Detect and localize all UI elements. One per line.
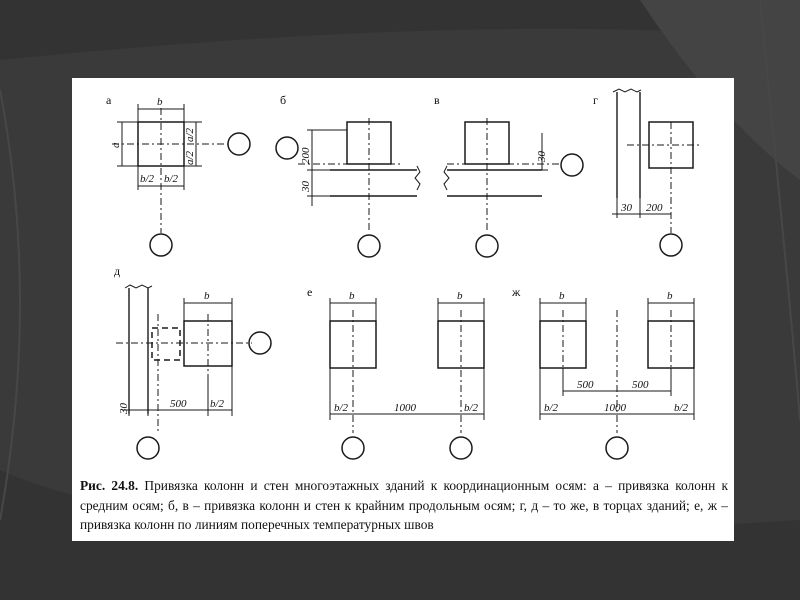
dim-30-b: 30 xyxy=(300,181,312,192)
label-a: а xyxy=(106,93,112,107)
axis-marker-g-bottom xyxy=(660,234,682,256)
dim-b-half-left-a: b/2 xyxy=(140,173,155,185)
axis-marker-d-bottom xyxy=(137,437,159,459)
dim-1000-e: 1000 xyxy=(394,402,416,414)
dim-30-g: 30 xyxy=(621,202,632,214)
caption-prefix: Рис. 24.8. xyxy=(80,478,139,493)
dim-b-zh-left: b xyxy=(559,290,565,302)
figure-caption xyxy=(80,476,728,535)
panel-e xyxy=(307,285,484,459)
dim-500-zh-left: 500 xyxy=(577,379,594,391)
axis-marker-e-left xyxy=(342,437,364,459)
dim-b-half-e-left: b/2 xyxy=(334,402,349,414)
axis-marker-v-bottom xyxy=(476,235,498,257)
axis-marker-d-right xyxy=(249,332,271,354)
axis-marker-b-bottom xyxy=(358,235,380,257)
dim-200-b: 200 xyxy=(300,147,312,164)
label-v: в xyxy=(434,93,440,107)
dim-b-zh-right: b xyxy=(667,290,673,302)
dim-500-zh-right: 500 xyxy=(632,379,649,391)
dim-b-half-zh-left: b/2 xyxy=(544,402,559,414)
dim-b-half-d: b/2 xyxy=(210,398,225,410)
label-g: г xyxy=(593,93,598,107)
dim-b-a: b xyxy=(157,96,163,108)
dim-a-half-top: a/2 xyxy=(184,127,196,142)
axis-marker-b-left xyxy=(276,137,298,159)
dim-b-d: b xyxy=(204,290,210,302)
panel-b xyxy=(276,93,420,257)
figure-panel xyxy=(72,78,734,541)
label-zh: ж xyxy=(512,285,521,299)
dim-200-g: 200 xyxy=(646,202,663,214)
dim-30-v: 30 xyxy=(536,151,548,162)
axis-marker-zh-center xyxy=(606,437,628,459)
dim-a-half-bottom: a/2 xyxy=(184,150,196,165)
label-e: е xyxy=(307,285,313,299)
dim-b-half-right-a: b/2 xyxy=(164,173,179,185)
dim-b-half-e-right: b/2 xyxy=(464,402,479,414)
label-b: б xyxy=(280,93,287,107)
axis-marker-a-right xyxy=(228,133,250,155)
dim-b-half-zh-right: b/2 xyxy=(674,402,689,414)
caption-text: Привязка колонн и стен многоэтажных зданий к координационным осям: а – привязка колонн к средним осям; б, в – привязка колонн и стен к крайним продольным осям; г, д – то же, в торцах зданий; е, ж – привязка колонн по линиям поперечных температурных швов xyxy=(80,478,728,532)
panel-d xyxy=(114,264,271,459)
dim-b-e-right: b xyxy=(457,290,463,302)
axis-marker-a-bottom xyxy=(150,234,172,256)
dim-500-d: 500 xyxy=(170,398,187,410)
dim-1000-zh: 1000 xyxy=(604,402,626,414)
axis-marker-v-right xyxy=(561,154,583,176)
dim-b-e-left: b xyxy=(349,290,355,302)
panel-zh xyxy=(511,285,694,459)
label-d: д xyxy=(114,264,121,278)
dim-30-d: 30 xyxy=(118,403,130,414)
panel-a xyxy=(106,93,250,256)
column-reference-drawing xyxy=(72,78,734,468)
panel-g xyxy=(593,89,702,256)
dim-a-a: a xyxy=(110,142,122,148)
panel-v xyxy=(434,93,583,257)
column-d-dashed xyxy=(152,328,180,360)
axis-marker-e-right xyxy=(450,437,472,459)
